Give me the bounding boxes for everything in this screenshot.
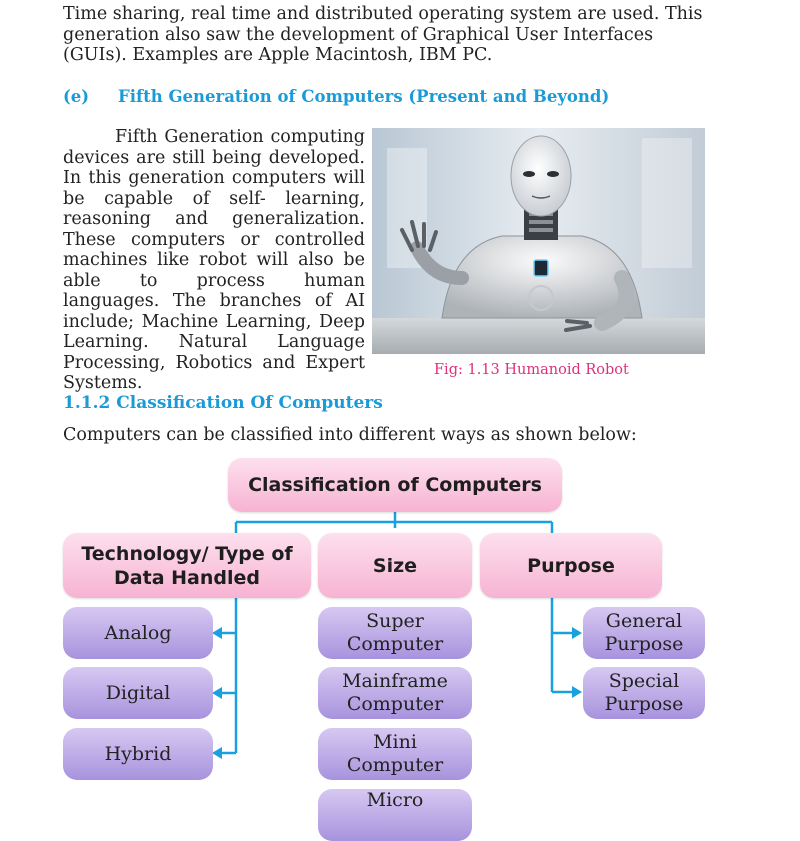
purpose-item-special: Special Purpose <box>583 667 705 719</box>
section-e-title: Fifth Generation of Computers (Present and Beyond) <box>118 87 610 106</box>
section-e-marker: (e) <box>63 87 90 106</box>
top-paragraph: Time sharing, real time and distributed operating system are used. This generation also saw the development of Graphical User Interfaces (GUIs). Examples are Apple Macintosh, IBM PC. <box>63 4 703 66</box>
category-purpose-box: Purpose <box>480 533 662 598</box>
size-item-mainframe-computer: Mainframe Computer <box>318 667 472 719</box>
size-item-super-computer: Super Computer <box>318 607 472 659</box>
technology-item-hybrid: Hybrid <box>63 728 213 780</box>
category-size-box: Size <box>318 533 472 598</box>
purpose-item-general: General Purpose <box>583 607 705 659</box>
fifth-generation-text: Fifth Generation computing devices are still being developed. In this generation computers will be capable of self- learning, reasoning and generalization. These computers or controlled machines like robot will also be able to process human languages. The branches of AI include; Machine Learning, Deep Learning. Natural Language Processing, Robotics and Expert Systems. <box>63 127 365 393</box>
size-item-micro-computer: Micro <box>318 789 472 841</box>
section-title: 1.1.2 Classification Of Computers <box>63 393 383 413</box>
technology-item-digital: Digital <box>63 667 213 719</box>
technology-item-analog: Analog <box>63 607 213 659</box>
figure-caption: Fig: 1.13 Humanoid Robot <box>434 362 629 378</box>
category-technology-box: Technology/ Type of Data Handled <box>63 533 311 598</box>
section-intro: Computers can be classified into different ways as shown below: <box>63 425 637 445</box>
root-classification-box: Classification of Computers <box>228 458 562 512</box>
size-item-mini-computer: Mini Computer <box>318 728 472 780</box>
